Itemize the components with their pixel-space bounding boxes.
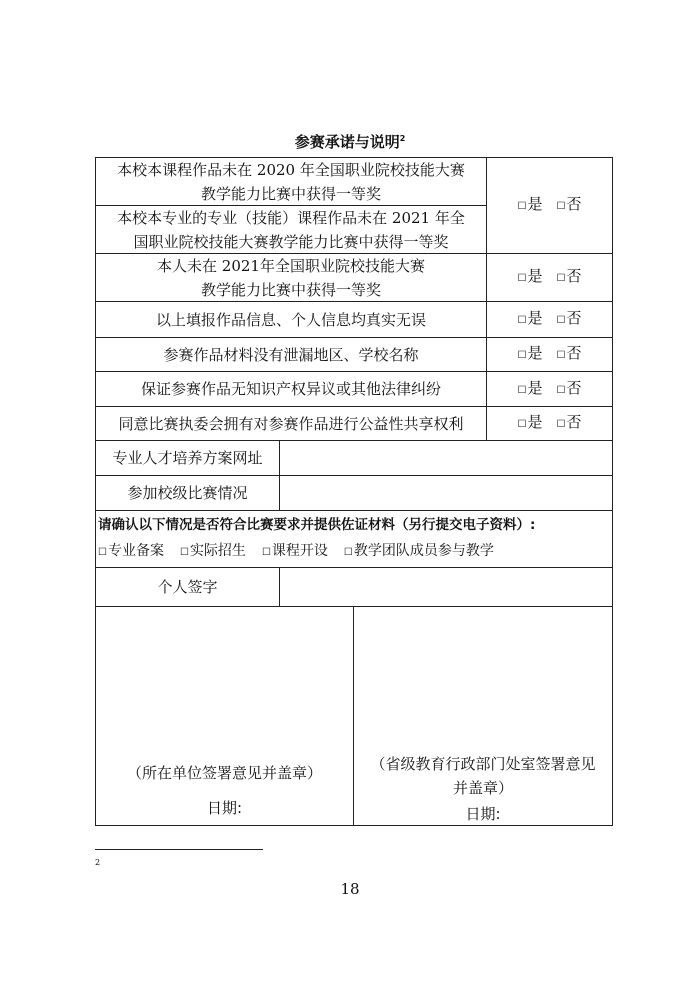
no-checkbox[interactable]: ☐否 xyxy=(556,267,582,285)
yes-no-choice xyxy=(487,302,612,337)
signature-label: 个人签字 xyxy=(157,578,218,596)
commitment-item: 本校本专业的专业（技能）课程作品未在 2021 年全 国职业院校技能大赛教学能力比赛中获得一等奖 xyxy=(117,208,465,251)
yes-checkbox[interactable]: ☐是 xyxy=(517,195,543,213)
province-approval-note: （省级教育行政部门处室签署意见 并盖章） xyxy=(370,755,596,797)
signature-field[interactable] xyxy=(280,568,612,606)
no-checkbox[interactable]: ☐否 xyxy=(556,195,582,213)
program-url-field[interactable] xyxy=(280,441,612,475)
program-url-label: 专业人才培养方案网址 xyxy=(112,449,263,467)
page-number: 18 xyxy=(340,880,360,898)
title-footnote-ref: 2 xyxy=(399,134,406,143)
yes-checkbox[interactable]: ☐是 xyxy=(517,378,543,397)
no-checkbox[interactable]: ☐否 xyxy=(556,344,582,362)
yes-no-choice xyxy=(487,254,612,301)
province-date-label: 日期: xyxy=(465,805,501,823)
confirm-heading: 请确认以下情况是否符合比赛要求并提供佐证材料（另行提交电子资料）: xyxy=(98,517,536,533)
school-contest-label: 参加校级比赛情况 xyxy=(127,484,248,502)
yes-checkbox[interactable]: ☐是 xyxy=(517,344,543,362)
yes-no-choice xyxy=(487,407,612,440)
yes-checkbox[interactable]: ☐是 xyxy=(517,267,543,285)
option-course-offering[interactable]: ☐课程开设 xyxy=(261,543,328,559)
commitment-item: 以上填报作品信息、个人信息均真实无误 xyxy=(155,310,426,329)
unit-approval-note: （所在单位签署意见并盖章） xyxy=(126,764,322,782)
commitment-item: 参赛作品材料没有泄漏地区、学校名称 xyxy=(163,345,419,364)
no-checkbox[interactable]: ☐否 xyxy=(556,413,582,431)
unit-date-label: 日期: xyxy=(206,799,243,817)
yes-checkbox[interactable]: ☐是 xyxy=(517,309,543,327)
commitment-item: 本校本课程作品未在 2020 年全国职业院校技能大赛 教学能力比赛中获得一等奖 xyxy=(117,160,465,203)
option-team-teaching[interactable]: ☐教学团队成员参与教学 xyxy=(343,543,494,559)
yes-checkbox[interactable]: ☐是 xyxy=(517,413,543,431)
commitment-item: 本人未在 2021年全国职业院校技能大赛 教学能力比赛中获得一等奖 xyxy=(157,256,425,299)
page-title: 参赛承诺与说明$^2$ xyxy=(294,133,406,151)
option-major-filing[interactable]: ☐专业备案 xyxy=(98,543,164,559)
commitment-item: 同意比赛执委会拥有对参赛作品进行公益性共享权利 xyxy=(118,414,464,433)
option-actual-enrollment[interactable]: ☐实际招生 xyxy=(179,543,246,559)
commitment-item: 保证参赛作品无知识产权异议或其他法律纠纷 xyxy=(140,380,441,398)
footnote-mark: 2 xyxy=(95,858,101,867)
no-checkbox[interactable]: ☐否 xyxy=(556,378,582,397)
yes-no-choice xyxy=(487,372,612,406)
yes-no-choice xyxy=(487,158,612,253)
no-checkbox[interactable]: ☐否 xyxy=(556,309,582,327)
footnote-separator xyxy=(95,849,263,850)
yes-no-choice xyxy=(487,338,612,371)
school-contest-field[interactable] xyxy=(280,476,612,510)
confirm-section xyxy=(96,511,612,567)
